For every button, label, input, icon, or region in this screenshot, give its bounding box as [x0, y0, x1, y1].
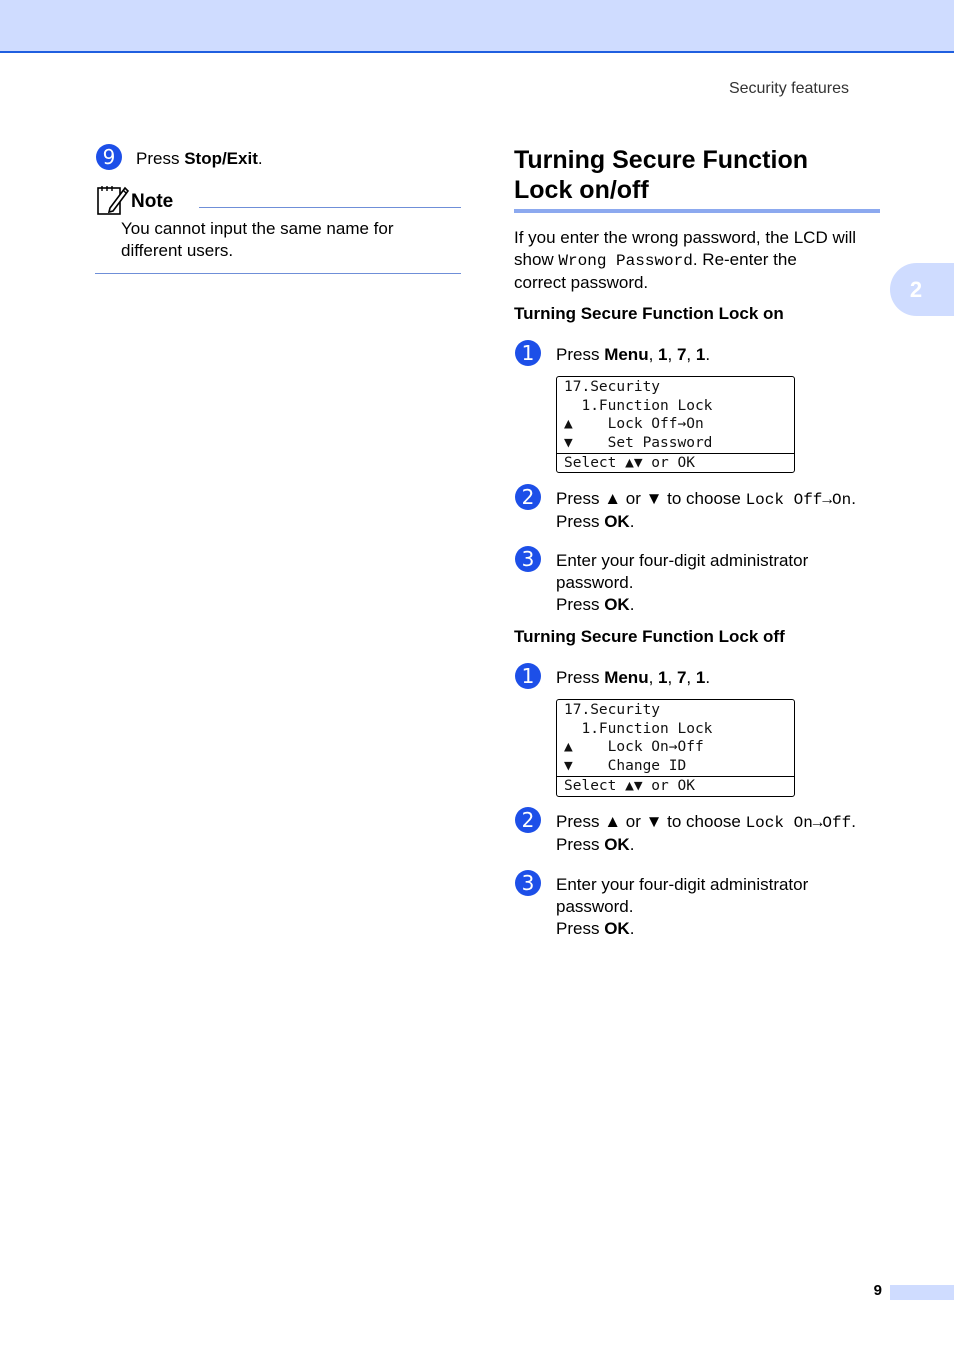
step-number-badge: 1 [515, 340, 541, 366]
note-body [121, 218, 394, 262]
up-arrow-icon: ▲ [604, 812, 622, 831]
lcd-display [556, 699, 795, 797]
lcd-line: ▲ Lock On→Off [564, 739, 704, 755]
punctuation: . [257, 149, 263, 168]
punctuation: , [648, 345, 659, 364]
note-pencil-icon [96, 184, 130, 216]
intro-line: If you enter the wrong password, the LCD will [514, 228, 857, 247]
header-band [0, 0, 954, 53]
lcd-line: ▲ Lock Off→On [564, 416, 704, 432]
lcd-footer: Select ▲▼ or OK [557, 453, 794, 474]
punctuation: . [851, 489, 856, 508]
running-header: Security features [728, 80, 849, 97]
key-name: OK [604, 512, 630, 531]
down-arrow-icon: ▼ [645, 489, 663, 508]
punctuation: , [648, 668, 659, 687]
punctuation: , [686, 668, 696, 687]
step-text: or [621, 489, 646, 508]
note-line: You cannot input the same name for [121, 219, 394, 238]
key-name: 7 [676, 668, 687, 687]
lcd-option: Lock Off→On [745, 491, 852, 509]
page-number: 9 [873, 1282, 882, 1299]
up-arrow-icon: ▲ [604, 489, 622, 508]
lcd-footer: Select ▲▼ or OK [557, 776, 794, 797]
step-text: or [621, 812, 646, 831]
step-text: Press [556, 489, 605, 508]
intro-text: show [514, 250, 559, 269]
key-name: OK [604, 835, 630, 854]
punctuation: . [629, 512, 635, 531]
key-name: 1 [658, 345, 668, 364]
step-text: Press [556, 835, 605, 854]
note-divider-bottom [95, 273, 461, 274]
lcd-display [556, 376, 795, 473]
punctuation: . [705, 668, 711, 687]
title-underline [514, 209, 880, 213]
intro-line: correct password. [514, 273, 649, 292]
step-text: to choose [662, 489, 746, 508]
step-instruction [556, 667, 710, 689]
step-text: Press [556, 668, 605, 687]
step-instruction [556, 488, 886, 533]
title-line: Turning Secure Function [514, 146, 808, 174]
key-name: 1 [658, 668, 668, 687]
step-number-badge: 3 [515, 870, 541, 896]
punctuation: , [667, 668, 677, 687]
step-number-badge: 2 [515, 807, 541, 833]
step-number-badge: 1 [515, 663, 541, 689]
punctuation: , [686, 345, 696, 364]
step-text: Press [556, 812, 605, 831]
step-text: password. [556, 573, 634, 592]
lcd-line: 1.Function Lock [564, 720, 713, 737]
punctuation: . [705, 345, 711, 364]
step-text: password. [556, 897, 634, 916]
punctuation: . [629, 835, 635, 854]
key-name: Menu [604, 345, 649, 364]
key-name: Stop/Exit [184, 149, 258, 168]
punctuation: . [851, 812, 856, 831]
step-instruction [136, 148, 263, 170]
step-instruction [556, 550, 886, 616]
section-title [514, 145, 884, 205]
step-instruction [556, 811, 886, 856]
step-text: Press [556, 595, 605, 614]
step-number-badge: 9 [96, 144, 122, 170]
step-text: Press [556, 512, 605, 531]
key-name: OK [604, 919, 630, 938]
step-text: Enter your four-digit administrator [556, 551, 809, 570]
key-name: 1 [695, 345, 706, 364]
punctuation: , [667, 345, 677, 364]
key-name: 1 [695, 668, 706, 687]
key-name: Menu [604, 668, 649, 687]
footer-band [890, 1285, 954, 1300]
key-name: OK [604, 595, 630, 614]
step-text: Press [556, 345, 605, 364]
punctuation: . [629, 595, 635, 614]
step-instruction [556, 874, 886, 940]
lcd-message: Wrong Password [558, 252, 693, 270]
lcd-line: 17.Security [564, 702, 661, 718]
lcd-line: ▼ Set Password [564, 434, 713, 451]
lcd-line: ▼ Change ID [564, 757, 687, 774]
step-text: Press [556, 919, 605, 938]
step-text: Enter your four-digit administrator [556, 875, 809, 894]
subsection-heading-off: Turning Secure Function Lock off [514, 627, 785, 646]
step-number-badge: 3 [515, 546, 541, 572]
step-number-badge: 2 [515, 484, 541, 510]
step-text: Press [136, 149, 185, 168]
step-instruction [556, 344, 710, 366]
intro-paragraph [514, 227, 884, 294]
note-title: Note [131, 191, 174, 212]
title-line: Lock on/off [514, 176, 649, 204]
down-arrow-icon: ▼ [645, 812, 663, 831]
step-text: to choose [662, 812, 746, 831]
intro-text: . Re-enter the [692, 250, 797, 269]
note-divider-top [199, 207, 461, 208]
punctuation: . [629, 919, 635, 938]
chapter-tab: 2 [890, 263, 954, 316]
intro-line [514, 249, 884, 272]
subsection-heading-on: Turning Secure Function Lock on [514, 304, 784, 323]
note-line: different users. [121, 241, 234, 260]
key-name: 7 [676, 345, 687, 364]
lcd-line: 1.Function Lock [564, 397, 713, 414]
lcd-line: 17.Security [564, 379, 661, 395]
lcd-option: Lock On→Off [745, 814, 852, 832]
